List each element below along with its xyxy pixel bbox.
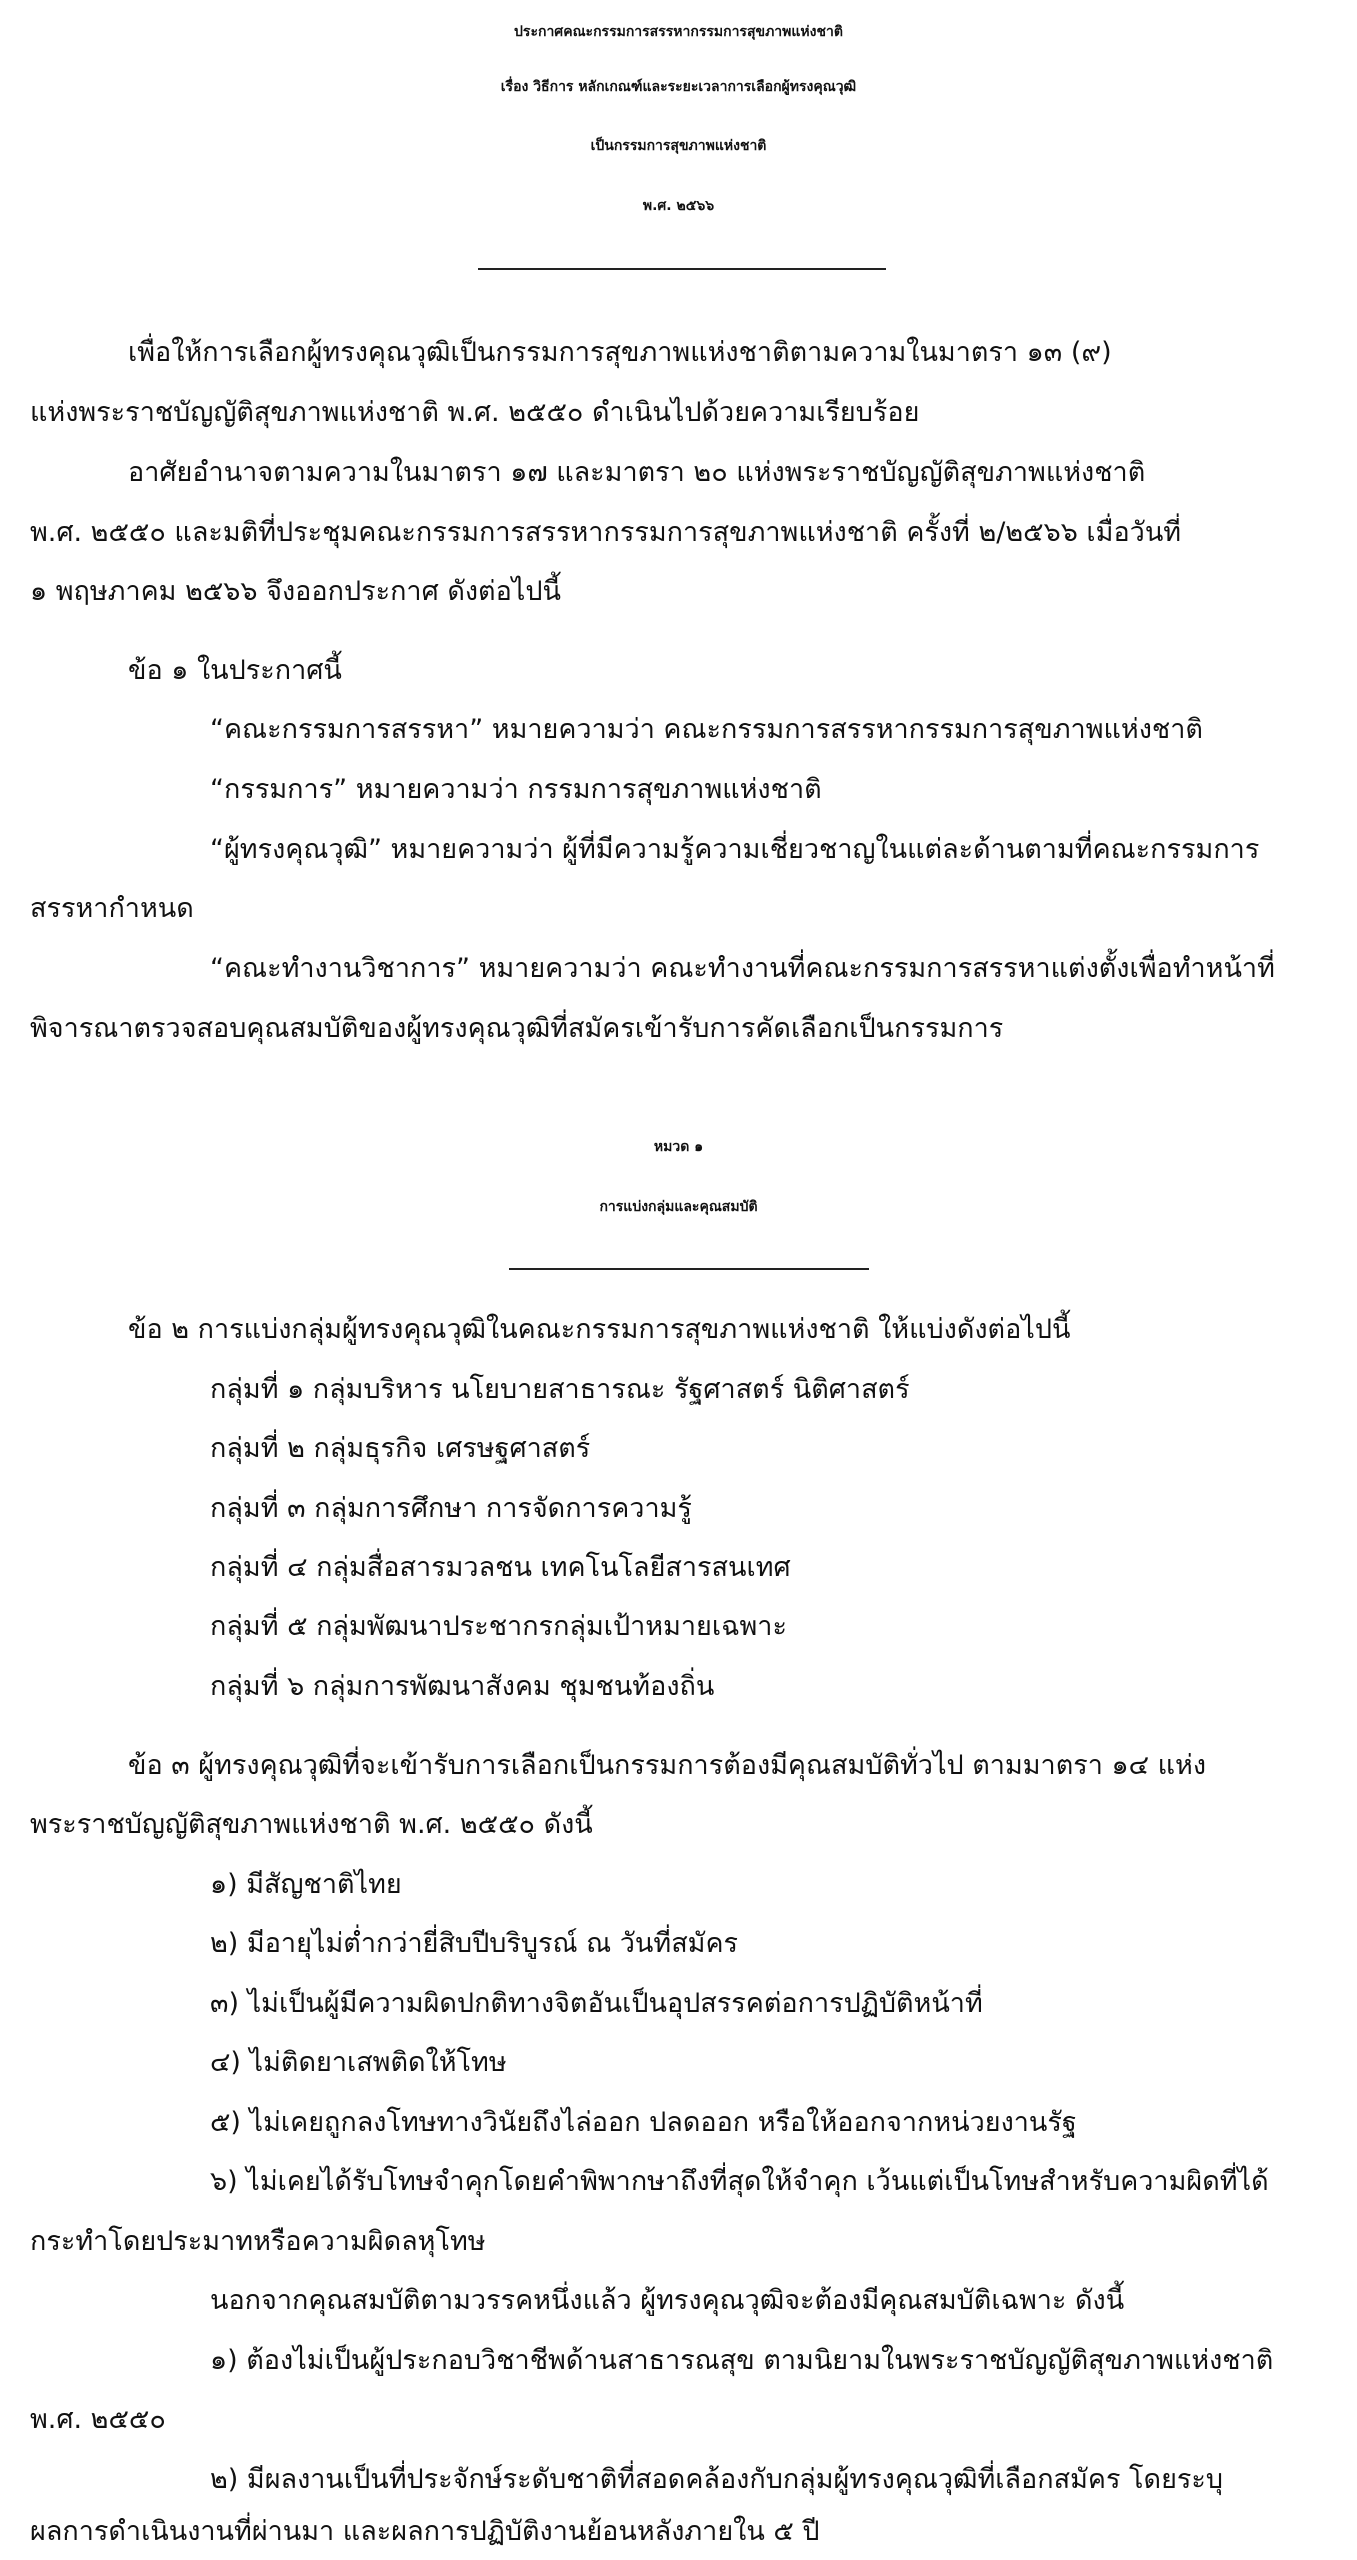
group-item: กลุ่มที่ ๑ กลุ่มบริหาร นโยบายสาธารณะ รัฐศาสตร์ นิติศาสตร์ — [210, 1374, 910, 1405]
general-qualification-item-6-line1: ๖) ไม่เคยได้รับโทษจำคุกโดยคำพิพากษาถึงที่สุดให้จำคุก เว้นแต่เป็นโทษสำหรับความผิดที่ได้ — [210, 2166, 1269, 2197]
general-qualification-item-6-line2: กระทำโดยประมาทหรือความผิดลหุโทษ — [30, 2226, 486, 2257]
clause-1-title: ข้อ ๑ ในประกาศนี้ — [128, 655, 342, 686]
specific-qualification-1-line2: พ.ศ. ๒๕๕๐ — [30, 2404, 166, 2435]
specific-qualification-2-line2: ผลการดำเนินงานที่ผ่านมา และผลการปฏิบัติงานย้อนหลังภายใน ๕ ปี — [30, 2516, 820, 2547]
clause-3-title-line2: พระราชบัญญัติสุขภาพแห่งชาติ พ.ศ. ๒๕๕๐ ดังนี้ — [30, 1809, 593, 1840]
chapter-title: การแบ่งกลุ่มและคุณสมบัติ — [599, 1199, 758, 1215]
specific-qualification-1-line1: ๑) ต้องไม่เป็นผู้ประกอบวิชาชีพด้านสาธารณสุข ตามนิยามในพระราชบัญญัติสุขภาพแห่งชาติ — [210, 2345, 1274, 2376]
general-qualification-item: ๑) มีสัญชาติไทย — [210, 1869, 402, 1900]
preamble-p1-line1: เพื่อให้การเลือกผู้ทรงคุณวุฒิเป็นกรรมการสุขภาพแห่งชาติตามความในมาตรา ๑๓ (๙) — [128, 337, 1112, 368]
specific-qualification-2-line1: ๒) มีผลงานเป็นที่ประจักษ์ระดับชาติที่สอดคล้องกับกลุ่มผู้ทรงคุณวุฒิที่เลือกสมัคร โดยระบุ — [210, 2464, 1224, 2495]
group-item: กลุ่มที่ ๖ กลุ่มการพัฒนาสังคม ชุมชนท้องถิ่น — [210, 1671, 715, 1702]
announcement-subject-cont: เป็นกรรมการสุขภาพแห่งชาติ — [590, 138, 767, 154]
definition-expert-line1: “ผู้ทรงคุณวุฒิ” หมายความว่า ผู้ที่มีความรู้ความเชี่ยวชาญในแต่ละด้านตามที่คณะกรรมการ — [210, 834, 1260, 865]
group-item: กลุ่มที่ ๔ กลุ่มสื่อสารมวลชน เทคโนโลยีสารสนเทศ — [210, 1552, 791, 1583]
definition-committee: “กรรมการ” หมายความว่า กรรมการสุขภาพแห่งชาติ — [210, 774, 822, 805]
preamble-p1-line2: แห่งพระราชบัญญัติสุขภาพแห่งชาติ พ.ศ. ๒๕๕๐ ดำเนินไปด้วยความเรียบร้อย — [30, 397, 920, 428]
group-item: กลุ่มที่ ๓ กลุ่มการศึกษา การจัดการความรู้ — [210, 1493, 692, 1524]
announcement-title: ประกาศคณะกรรมการสรรหากรรมการสุขภาพแห่งชาติ — [514, 24, 843, 40]
clause-2-title: ข้อ ๒ การแบ่งกลุ่มผู้ทรงคุณวุฒิในคณะกรรมการสุขภาพแห่งชาติ ให้แบ่งดังต่อไปนี้ — [128, 1314, 1071, 1345]
preamble-p2-line1: อาศัยอำนาจตามความในมาตรา ๑๗ และมาตรา ๒๐ แห่งพระราชบัญญัติสุขภาพแห่งชาติ — [128, 457, 1146, 488]
specific-qualifications-intro: นอกจากคุณสมบัติตามวรรคหนึ่งแล้ว ผู้ทรงคุณวุฒิจะต้องมีคุณสมบัติเฉพาะ ดังนี้ — [210, 2285, 1125, 2316]
preamble-p2-line3: ๑ พฤษภาคม ๒๕๖๖ จึงออกประกาศ ดังต่อไปนี้ — [30, 576, 561, 607]
general-qualification-item: ๔) ไม่ติดยาเสพติดให้โทษ — [210, 2047, 507, 2078]
chapter-divider — [509, 1268, 869, 1270]
header-divider — [478, 268, 886, 270]
definition-selection-committee: “คณะกรรมการสรรหา” หมายความว่า คณะกรรมการสรรหากรรมการสุขภาพแห่งชาติ — [210, 714, 1203, 745]
preamble-p2-line2: พ.ศ. ๒๕๕๐ และมติที่ประชุมคณะกรรมการสรรหากรรมการสุขภาพแห่งชาติ ครั้งที่ ๒/๒๕๖๖ เมื่อวันที่ — [30, 517, 1182, 548]
general-qualification-item: ๓) ไม่เป็นผู้มีความผิดปกติทางจิตอันเป็นอุปสรรคต่อการปฏิบัติหน้าที่ — [210, 1988, 983, 2019]
general-qualification-item: ๕) ไม่เคยถูกลงโทษทางวินัยถึงไล่ออก ปลดออก หรือให้ออกจากหน่วยงานรัฐ — [210, 2107, 1077, 2138]
group-item: กลุ่มที่ ๒ กลุ่มธุรกิจ เศรษฐศาสตร์ — [210, 1433, 591, 1464]
general-qualification-item: ๒) มีอายุไม่ต่ำกว่ายี่สิบปีบริบูรณ์ ณ วันที่สมัคร — [210, 1928, 739, 1959]
chapter-label: หมวด ๑ — [653, 1139, 704, 1155]
definition-expert-line2: สรรหากำหนด — [30, 893, 194, 924]
group-item: กลุ่มที่ ๕ กลุ่มพัฒนาประชากรกลุ่มเป้าหมายเฉพาะ — [210, 1611, 787, 1642]
definition-working-group-line1: “คณะทำงานวิชาการ” หมายความว่า คณะทำงานที่คณะกรรมการสรรหาแต่งตั้งเพื่อทำหน้าที่ — [210, 953, 1275, 984]
announcement-subject: เรื่อง วิธีการ หลักเกณฑ์และระยะเวลาการเลือกผู้ทรงคุณวุฒิ — [500, 79, 857, 95]
clause-3-title-line1: ข้อ ๓ ผู้ทรงคุณวุฒิที่จะเข้ารับการเลือกเป็นกรรมการต้องมีคุณสมบัติทั่วไป ตามมาตรา ๑๔ แห่ง — [128, 1750, 1207, 1781]
announcement-year: พ.ศ. ๒๕๖๖ — [642, 198, 715, 214]
definition-working-group-line2: พิจารณาตรวจสอบคุณสมบัติของผู้ทรงคุณวุฒิที่สมัครเข้ารับการคัดเลือกเป็นกรรมการ — [30, 1013, 1004, 1044]
